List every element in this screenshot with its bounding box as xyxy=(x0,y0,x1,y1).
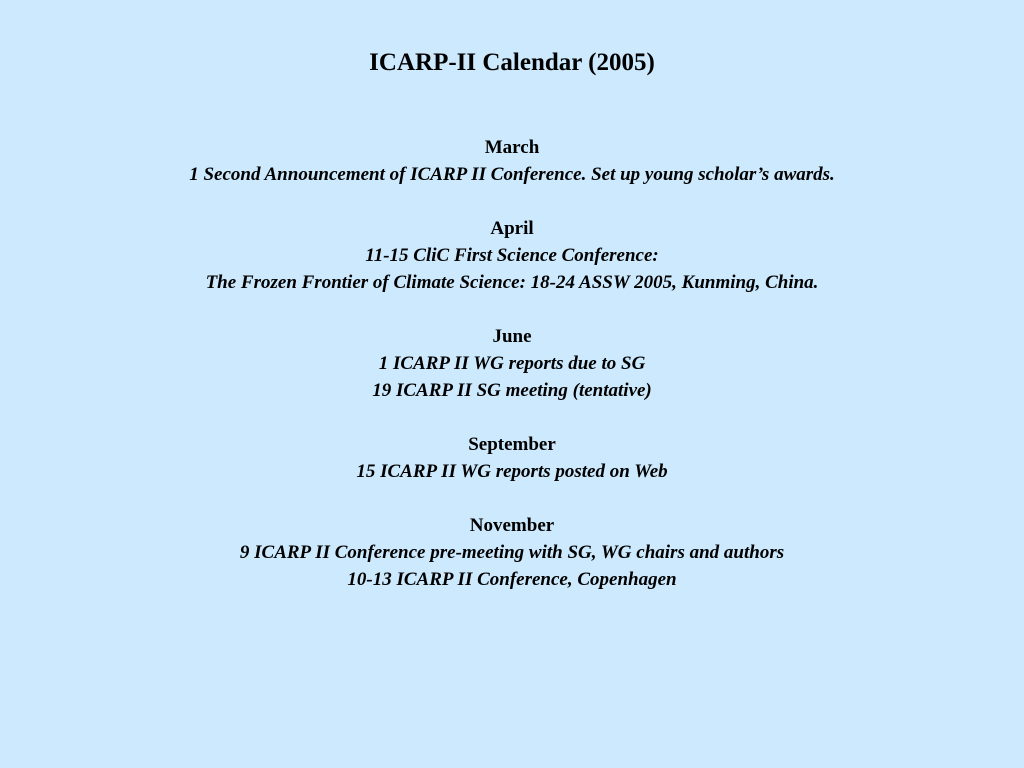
month-heading: June xyxy=(492,326,532,347)
month-heading: March xyxy=(484,137,540,158)
section-june xyxy=(0,323,1024,404)
calendar-entry: 9 ICARP II Conference pre-meeting with SG, WG chairs and authors xyxy=(239,542,785,563)
calendar-entry: 10-13 ICARP II Conference, Copenhagen xyxy=(347,569,677,590)
section-april xyxy=(0,215,1024,296)
calendar-entry: The Frozen Frontier of Climate Science: 18-24 ASSW 2005, Kunming, China. xyxy=(205,272,819,293)
calendar-entry: 1 Second Announcement of ICARP II Conference. Set up young scholar’s awards. xyxy=(189,164,835,185)
calendar-content xyxy=(0,134,1024,620)
section-september xyxy=(0,431,1024,485)
month-heading: September xyxy=(468,434,556,455)
calendar-entry: 15 ICARP II WG reports posted on Web xyxy=(356,461,668,482)
month-heading: April xyxy=(490,218,534,239)
calendar-entry: 11-15 CliC First Science Conference: xyxy=(365,245,659,266)
section-march xyxy=(0,134,1024,188)
calendar-entry: 1 ICARP II WG reports due to SG xyxy=(378,353,646,374)
page-title: ICARP-II Calendar (2005) xyxy=(369,49,655,76)
month-heading: November xyxy=(469,515,555,536)
section-november xyxy=(0,512,1024,593)
calendar-entry: 19 ICARP II SG meeting (tentative) xyxy=(372,380,652,401)
